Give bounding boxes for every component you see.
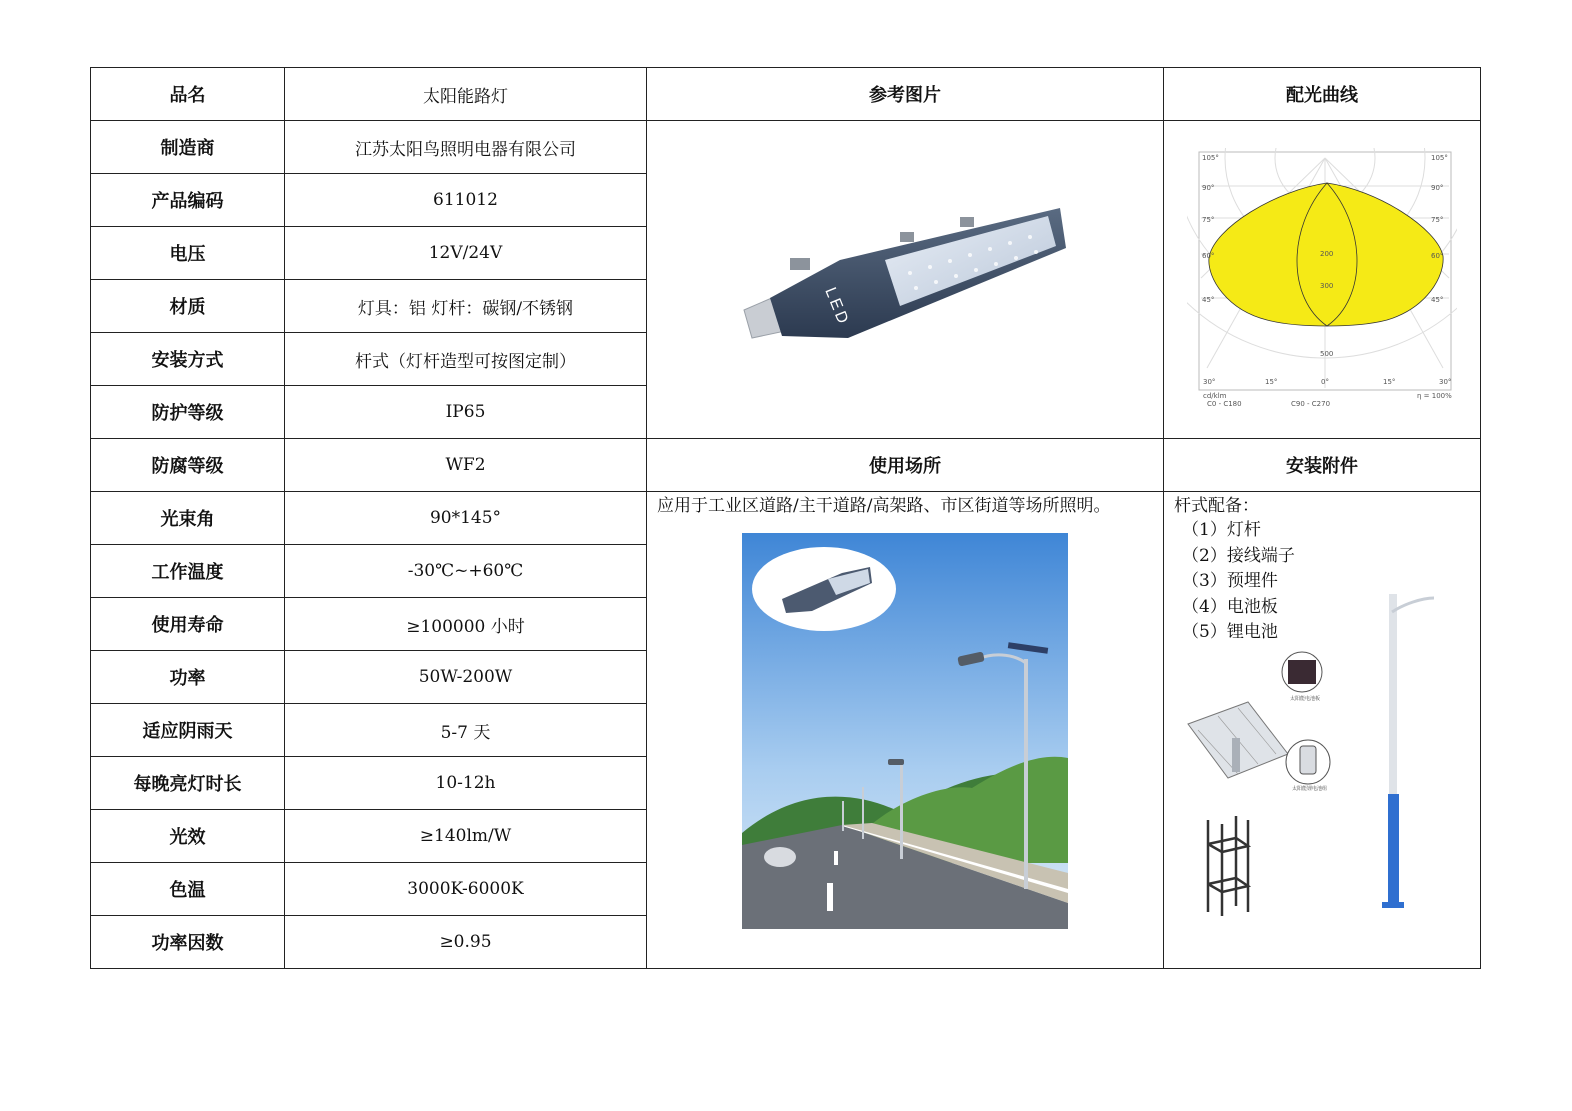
svg-text:75°: 75°	[1431, 215, 1444, 224]
polar-light-curve	[1187, 148, 1457, 408]
svg-text:75°: 75°	[1202, 215, 1215, 224]
svg-text:C0 - C180: C0 - C180	[1207, 399, 1242, 408]
svg-text:60°: 60°	[1431, 251, 1444, 260]
list-item: （3）预埋件	[1182, 571, 1278, 591]
row-value: 灯具：铝 灯杆：碳钢/不锈钢	[285, 280, 647, 333]
svg-text:90°: 90°	[1431, 183, 1444, 192]
row-value: -30℃~+60℃	[285, 545, 647, 598]
row-label: 使用寿命	[91, 598, 285, 651]
accessories-title: 杆式配备：	[1174, 496, 1259, 516]
svg-text:cd/klm: cd/klm	[1203, 391, 1227, 400]
row-value: ≥0.95	[285, 916, 647, 969]
light-curve-header: 配光曲线	[1164, 68, 1481, 121]
svg-text:90°: 90°	[1202, 183, 1215, 192]
street-lamp-image	[730, 198, 1080, 358]
battery-caption: 太阳能锂电池组	[1292, 786, 1328, 792]
road-scene-image	[742, 533, 1068, 929]
svg-text:60°: 60°	[1202, 251, 1215, 260]
row-value: 3000K-6000K	[285, 863, 647, 916]
row-label: 制造商	[91, 121, 285, 174]
svg-text:η = 100%: η = 100%	[1417, 391, 1452, 400]
row-value: 10-12h	[285, 757, 647, 810]
row-label: 功率因数	[91, 916, 285, 969]
row-label: 适应阴雨天	[91, 704, 285, 757]
row-label: 防腐等级	[91, 439, 285, 492]
name-value: 太阳能路灯	[285, 68, 647, 121]
list-item: （4）电池板	[1182, 596, 1278, 617]
row-value: 5-7 天	[285, 704, 647, 757]
svg-text:105°: 105°	[1202, 153, 1219, 162]
row-label: 安装方式	[91, 333, 285, 386]
row-label: 防护等级	[91, 386, 285, 439]
row-value: ≥100000 小时	[285, 598, 647, 651]
row-value: 12V/24V	[285, 227, 647, 280]
svg-text:30°: 30°	[1439, 377, 1452, 386]
row-value: 90*145°	[285, 492, 647, 545]
row-label: 功率	[91, 651, 285, 704]
accessories-image	[1178, 594, 1448, 924]
svg-text:30°: 30°	[1203, 377, 1216, 386]
row-label: 工作温度	[91, 545, 285, 598]
row-label: 色温	[91, 863, 285, 916]
svg-text:C90 - C270: C90 - C270	[1291, 399, 1331, 408]
row-value: 杆式（灯杆造型可按图定制）	[285, 333, 647, 386]
row-value: 611012	[285, 174, 647, 227]
svg-text:300: 300	[1320, 281, 1334, 290]
svg-text:200: 200	[1320, 249, 1334, 258]
row-value: 江苏太阳鸟照明电器有限公司	[285, 121, 647, 174]
svg-text:0°: 0°	[1321, 377, 1329, 386]
row-label: 光效	[91, 810, 285, 863]
panel-caption: 太阳能电池板	[1290, 696, 1321, 702]
svg-text:105°: 105°	[1431, 153, 1448, 162]
row-label: 电压	[91, 227, 285, 280]
ref-image-header: 参考图片	[647, 68, 1164, 121]
polar-curve-cell	[1164, 121, 1481, 439]
accessories-header: 安装附件	[1164, 439, 1481, 492]
svg-text:15°: 15°	[1265, 377, 1278, 386]
uses-header: 使用场所	[647, 439, 1164, 492]
row-value: IP65	[285, 386, 647, 439]
row-label: 材质	[91, 280, 285, 333]
svg-text:45°: 45°	[1202, 295, 1215, 304]
row-value: ≥140lm/W	[285, 810, 647, 863]
svg-text:500: 500	[1320, 349, 1334, 358]
list-item: （2）接线端子	[1182, 545, 1295, 566]
uses-cell	[647, 492, 1164, 969]
row-label: 光束角	[91, 492, 285, 545]
product-image-cell	[647, 121, 1164, 439]
lamp-logo: LED	[821, 284, 853, 329]
svg-text:45°: 45°	[1431, 295, 1444, 304]
row-label: 每晚亮灯时长	[91, 757, 285, 810]
row-value: WF2	[285, 439, 647, 492]
list-item: （5）锂电池	[1182, 622, 1278, 642]
spec-table	[90, 67, 1481, 969]
list-item: （1）灯杆	[1182, 520, 1261, 540]
accessories-cell	[1164, 492, 1481, 969]
svg-text:15°: 15°	[1383, 377, 1396, 386]
uses-text: 应用于工业区道路/主干道路/高架路、市区街道等场所照明。	[657, 496, 1111, 516]
row-label: 产品编码	[91, 174, 285, 227]
row-value: 50W-200W	[285, 651, 647, 704]
name-label: 品名	[91, 68, 285, 121]
